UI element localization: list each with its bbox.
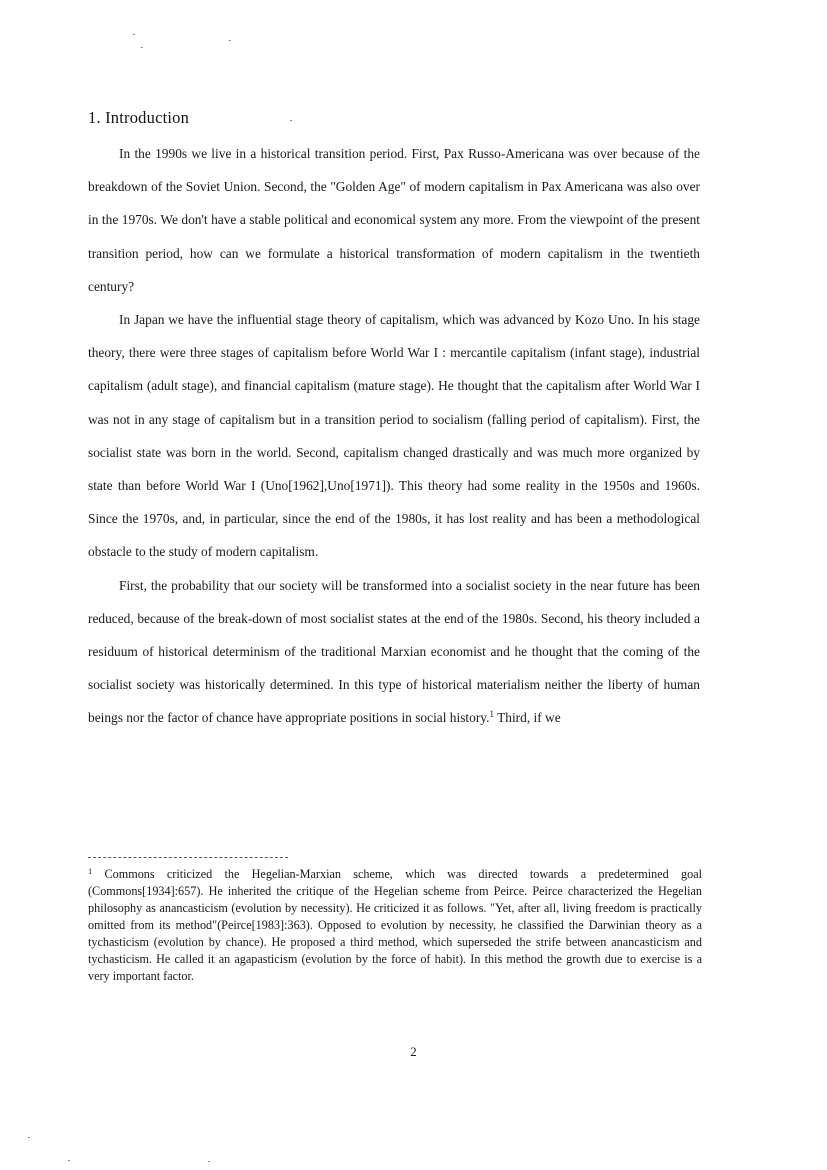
paragraph-text: First, the probability that our society will be transformed into a socialist society in the near future has been reduced, because of the break-down of most socialist states at the end of the 1980s. Second, his theory included a residuum of historical determinism of the traditional Marxian economist and he thought that the coming of the socialist society was historically determined. In this type of historical materialism neither the liberty of human beings nor the factor of chance have appropriate positions in social history.	[88, 577, 700, 726]
footnote-separator	[88, 857, 288, 858]
scan-speck	[141, 47, 143, 48]
scan-speck	[28, 1137, 30, 1138]
scan-speck	[229, 40, 231, 41]
body-text	[88, 137, 700, 735]
footnote-text: Commons criticized the Hegelian-Marxian scheme, which was directed towards a predetermined goal (Commons[1934]:657). He inherited the critique of the Hegelian scheme from Peirce. Peirce characterized the Hegelian philosophy as anancasticism (evolution by necessity). He criticized it as follows. "Yet, after all, living freedom is practically omitted from its method"(Peirce[1983]:363). Opposed to evolution by necessity, he classified the Darwinian theory as a tychasticism (evolution by chance). He proposed a third method, which superseded the strife between anancasticism and tychasticism. He called it an agapasticism (evolution by the force of habit). In this method the growth due to exercise is a very important factor.	[88, 867, 702, 983]
footnote-reference[interactable]: 1	[489, 709, 494, 720]
scan-speck	[290, 120, 292, 121]
scan-speck	[133, 34, 135, 35]
page-number: 2	[410, 1044, 417, 1059]
paragraph-text: Third, if we	[493, 710, 561, 726]
section-heading: 1. Introduction	[88, 108, 190, 127]
scan-speck	[208, 1161, 210, 1162]
scan-speck	[68, 1160, 70, 1161]
paragraph: In the 1990s we live in a historical transition period. First, Pax Russo-Americana was over because of the breakdown of the Soviet Union. Second, the "Golden Age" of modern capitalism in Pax Americana was also over in the 1970s. We don't have a stable political and economical system any more. From the viewpoint of the present transition period, how can we formulate a historical transformation of modern capitalism in the twentieth century?	[88, 146, 700, 294]
footnote-marker: 1	[88, 866, 93, 876]
footnote	[88, 866, 702, 985]
paragraph: In Japan we have the influential stage theory of capitalism, which was advanced by Kozo Uno. In his stage theory, there were three stages of capitalism before World War I : mercantile capitalism (infant stage), industrial capitalism (adult stage), and financial capitalism (mature stage). He thought that the capitalism after World War I was not in any stage of capitalism but in a transition period to socialism (falling period of capitalism). First, the socialist state was born in the world. Second, capitalism changed drastically and was much more organized by state than before World War I (Uno[1962],Uno[1971]). This theory had some reality in the 1950s and 1960s. Since the 1970s, and, in particular, since the end of the 1980s, it has lost reality and has been a methodological obstacle to the study of modern capitalism.	[88, 312, 700, 560]
paragraph	[88, 569, 700, 735]
